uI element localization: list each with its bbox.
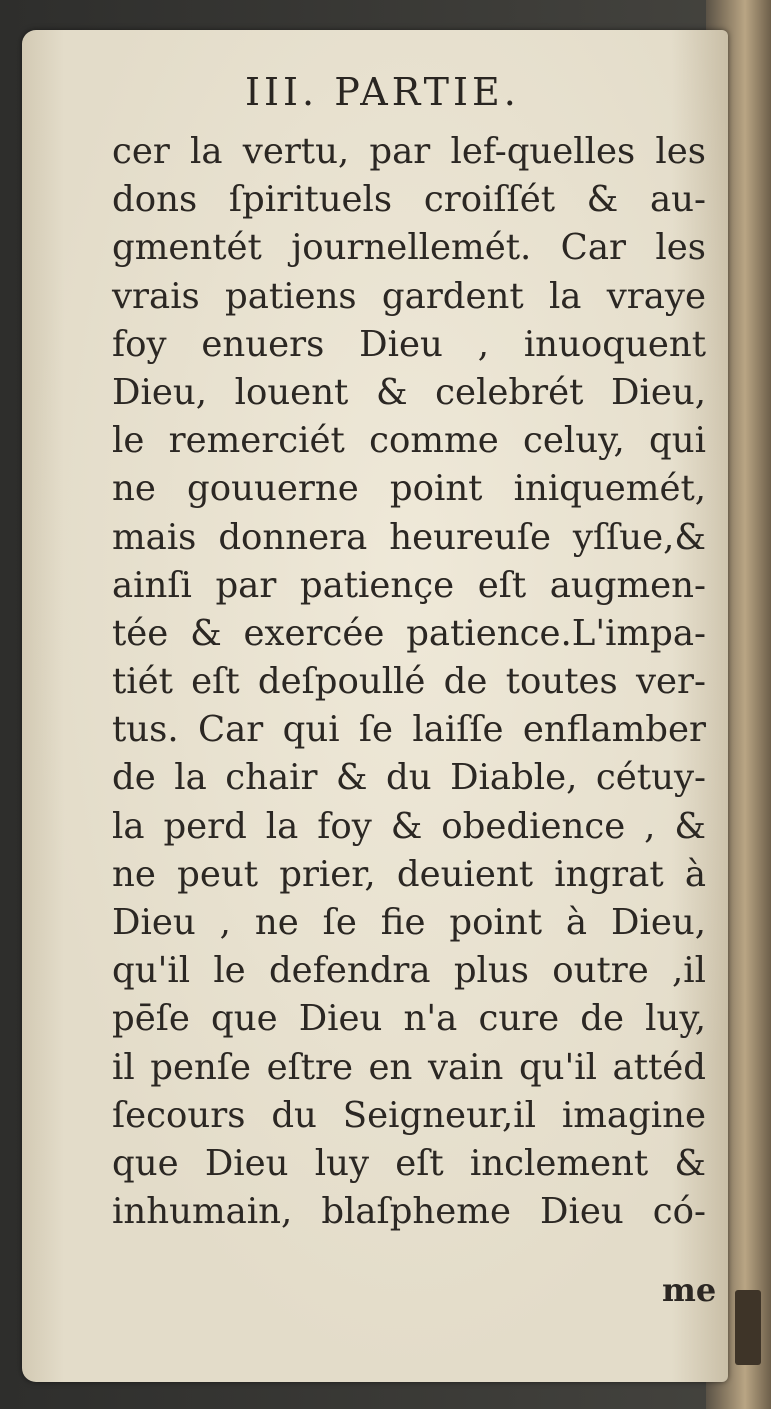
text-line: pēſe que Dieu n'a cure de luy,: [112, 998, 706, 1040]
body-text: [112, 128, 712, 1236]
text-line: tus. Car qui ſe laiſſe enflamber: [112, 709, 706, 751]
running-header: III. PARTIE.: [245, 70, 520, 114]
text-line: la perd la foy & obedience , &: [112, 805, 706, 847]
text-line: vrais patiens gardent la vraye: [112, 275, 706, 317]
text-line: ſecours du Seigneur,il imagine: [112, 1094, 706, 1136]
text-line: ne gouuerne point iniquemét,: [112, 468, 706, 510]
text-line: ainſi par patiençe eſt augmen-: [112, 564, 706, 606]
text-line: mais donnera heureuſe yſſue,&: [112, 516, 706, 558]
text-line: tée & exercée patience.L'impa-: [112, 612, 706, 654]
text-line: ne peut prier, deuient ingrat à: [112, 853, 706, 895]
text-line: de la chair & du Diable, cétuy-: [112, 757, 706, 799]
catchword: me: [662, 1271, 717, 1309]
text-line: gmentét journellemét. Car les: [112, 227, 706, 269]
text-line: que Dieu luy eſt inclement &: [112, 1142, 706, 1184]
text-line: il penſe eſtre en vain qu'il attéd: [112, 1046, 706, 1088]
text-line: foy enuers Dieu , inuoquent: [112, 323, 706, 365]
text-line: inhumain, blaſpheme Dieu có-: [112, 1191, 706, 1233]
text-line: cer la vertu, par lef-quelles les: [112, 131, 706, 172]
text-line: qu'il le defendra plus outre ,il: [112, 950, 706, 992]
text-line: Dieu, louent & celebrét Dieu,: [112, 371, 706, 413]
text-line: tiét eſt deſpoullé de toutes ver-: [112, 661, 706, 703]
text-line: le remerciét comme celuy, qui: [112, 420, 706, 462]
binding-shadow: [735, 1290, 761, 1365]
text-line: Dieu , ne ſe fie point à Dieu,: [112, 902, 706, 943]
text-line: dons ſpirituels croiſſét & au-: [112, 179, 706, 221]
